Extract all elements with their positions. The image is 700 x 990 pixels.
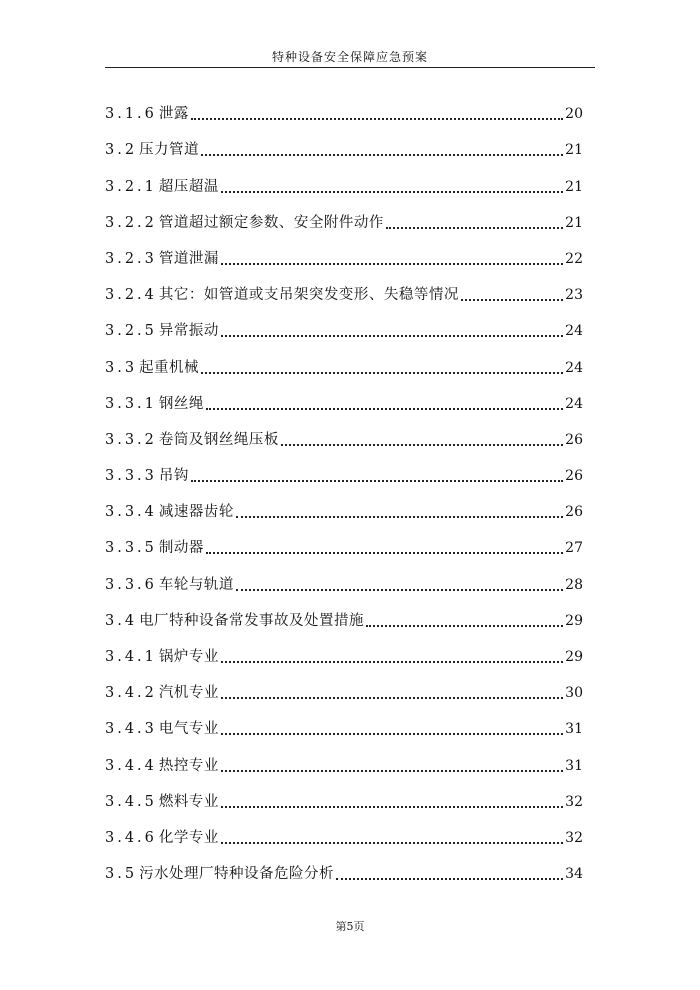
toc-entry-title: 卷筒及钢丝绳压板 [158,431,279,448]
toc-entry[interactable] [105,486,583,522]
toc-entry-title: 压力管道 [139,142,200,159]
toc-dot-leader [201,362,563,374]
toc-entry-page: 28 [565,576,583,593]
toc-entry-title: 制动器 [158,540,204,557]
toc-entry-number: 3.4.1 [105,649,157,665]
toc-entry-page: 26 [565,468,583,485]
toc-entry-page: 26 [565,504,583,521]
toc-entry[interactable] [105,595,583,631]
toc-entry[interactable] [105,703,583,739]
toc-entry-title: 化学专业 [158,829,219,846]
toc-entry-number: 3.2.5 [105,323,157,340]
toc-entry-page: 21 [565,214,583,231]
toc-entry[interactable] [105,378,583,414]
toc-dot-leader [191,470,563,482]
toc-entry-page: 22 [565,250,583,267]
toc-entry-page: 31 [565,757,583,774]
toc-dot-leader [366,615,563,627]
page-number: 第5页 [335,920,365,933]
toc-entry[interactable] [105,776,583,812]
toc-entry-title: 减速器齿轮 [158,504,234,521]
toc-dot-leader [201,144,563,156]
toc-dot-leader [221,651,563,663]
toc-entry[interactable] [105,667,583,703]
toc-dot-leader [221,796,563,808]
toc-entry-page: 26 [565,431,583,448]
toc-entry-page: 21 [565,178,583,195]
toc-entry-page: 32 [565,829,583,846]
toc-entry-title: 车轮与轨道 [158,576,234,593]
toc-dot-leader [221,325,563,337]
toc-entry[interactable] [105,88,583,124]
toc-entry-number: 3.3 [105,359,138,376]
toc-entry-page: 23 [565,287,583,304]
toc-dot-leader [386,217,563,229]
toc-entry-number: 3.5 [105,866,138,883]
toc-entry-number: 3.2.4 [105,287,157,304]
toc-entry[interactable] [105,160,583,196]
toc-dot-leader [191,108,563,120]
toc-entry-title: 管道超过额定参数、安全附件动作 [158,214,384,231]
toc-entry-number: 3.3.4 [105,504,157,521]
toc-entry-title: 泄露 [158,106,189,123]
toc-entry-page: 32 [565,793,583,810]
toc-entry-number: 3.3.6 [105,576,157,593]
toc-entry-title: 其它：如管道或支吊架突发变形、失稳等情况 [158,287,459,304]
toc-entry-page: 29 [565,612,583,629]
toc-entry-number: 3.4.2 [105,685,157,702]
toc-entry[interactable] [105,812,583,848]
toc-entry-page: 21 [565,142,583,159]
header-divider [105,67,595,68]
toc-entry-title: 电厂特种设备常发事故及处置措施 [139,612,365,629]
toc-entry-page: 31 [565,721,583,738]
toc-entry-title: 异常振动 [158,323,219,340]
toc-entry-title: 汽机专业 [158,685,219,702]
toc-entry-number: 3.4.4 [105,757,157,774]
toc-entry[interactable] [105,341,583,377]
toc-dot-leader [236,579,563,591]
toc-dot-leader [281,434,563,446]
toc-entry-number: 3.2.3 [105,250,157,267]
toc-entry-number: 3.3.5 [105,540,157,557]
toc-dot-leader [221,723,563,735]
toc-entry[interactable] [105,631,583,667]
toc-dot-leader [221,687,563,699]
toc-entry-number: 3.3.1 [105,395,157,412]
toc-entry-page: 34 [565,866,583,883]
toc-entry-number: 3.4.6 [105,829,157,846]
toc-entry[interactable] [105,522,583,558]
page-header-title: 特种设备安全保障应急预案 [271,50,428,64]
toc-entry-title: 钢丝绳 [158,395,204,412]
toc-entry-page: 27 [565,540,583,557]
toc-entry[interactable] [105,414,583,450]
toc-entry[interactable] [105,124,583,160]
toc-entry-page: 24 [565,359,583,376]
toc-entry-number: 3.4.5 [105,793,157,810]
toc-entry-title: 电气专业 [158,721,219,738]
toc-dot-leader [221,832,563,844]
table-of-contents [105,88,583,884]
toc-entry-title: 污水处理厂特种设备危险分析 [139,866,335,883]
toc-dot-leader [461,289,563,301]
toc-entry-number: 3.2.2 [105,214,157,231]
toc-entry-number: 3.1.6 [105,106,157,123]
toc-entry-page: 24 [565,323,583,340]
toc-entry[interactable] [105,848,583,884]
toc-entry[interactable] [105,739,583,775]
toc-dot-leader [206,398,563,410]
toc-entry[interactable] [105,558,583,594]
toc-dot-leader [221,181,563,193]
toc-entry-number: 3.4.3 [105,721,157,738]
toc-entry-page: 30 [565,685,583,702]
toc-entry-title: 超压超温 [158,178,219,195]
toc-entry-title: 热控专业 [158,757,219,774]
toc-dot-leader [221,760,563,772]
toc-entry-page: 20 [565,106,583,123]
toc-entry-title: 燃料专业 [158,793,219,810]
toc-entry-number: 3.3.3 [105,468,157,485]
toc-entry-title: 管道泄漏 [158,250,219,267]
toc-entry-number: 3.2.1 [105,178,157,195]
toc-dot-leader [236,506,563,518]
toc-entry-title: 吊钩 [158,468,189,485]
toc-entry-number: 3.3.2 [105,431,157,448]
toc-entry-number: 3.4 [105,612,138,629]
toc-dot-leader [221,253,563,265]
toc-entry-title: 起重机械 [139,359,200,376]
toc-entry-number: 3.2 [105,142,138,159]
toc-entry[interactable] [105,450,583,486]
toc-dot-leader [206,542,563,554]
toc-entry[interactable] [105,305,583,341]
toc-entry-page: 24 [565,395,583,412]
toc-entry[interactable] [105,197,583,233]
toc-dot-leader [336,868,563,880]
toc-entry[interactable] [105,233,583,269]
toc-entry-page: 29 [565,649,583,665]
toc-entry[interactable] [105,269,583,305]
toc-entry-title: 锅炉专业 [158,649,219,665]
